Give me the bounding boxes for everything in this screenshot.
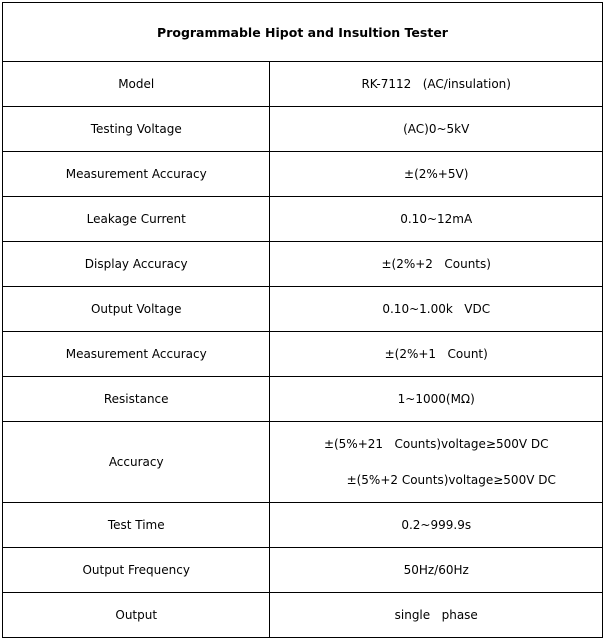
table-row-leakage-current [3, 197, 603, 242]
row-label: Accuracy [3, 422, 270, 503]
row-label: Measurement Accuracy [3, 332, 270, 377]
row-label: Output Voltage [3, 287, 270, 332]
table-row-model [3, 62, 603, 107]
table-row-accuracy [3, 422, 603, 503]
row-value: 0.2~999.9s [270, 503, 603, 548]
row-value [270, 422, 603, 503]
table-title: Programmable Hipot and Insultion Tester [3, 3, 603, 62]
table-row-testing-voltage [3, 107, 603, 152]
row-label: Measurement Accuracy [3, 152, 270, 197]
table-row-resistance [3, 377, 603, 422]
row-label: Leakage Current [3, 197, 270, 242]
table-row-measurement-accuracy [3, 152, 603, 197]
row-label: Display Accuracy [3, 242, 270, 287]
row-value: 1~1000(MΩ) [270, 377, 603, 422]
row-label: Model [3, 62, 270, 107]
row-value: ±(2%+2 Counts) [270, 242, 603, 287]
row-value: (AC)0~5kV [270, 107, 603, 152]
table-row-measurement-accuracy-2 [3, 332, 603, 377]
spec-table [2, 2, 603, 638]
table-row-display-accuracy [3, 242, 603, 287]
row-value: RK-7112 (AC/insulation) [270, 62, 603, 107]
row-label: Test Time [3, 503, 270, 548]
table-row-output-frequency [3, 548, 603, 593]
table-row-output [3, 593, 603, 638]
table-row-output-voltage [3, 287, 603, 332]
row-label: Resistance [3, 377, 270, 422]
row-value: 0.10~12mA [270, 197, 603, 242]
accuracy-line-2: ±(5%+2 Counts)voltage≥500V DC [346, 473, 556, 487]
row-value: 0.10~1.00k VDC [270, 287, 603, 332]
table-title-row [3, 3, 603, 62]
table-row-test-time [3, 503, 603, 548]
accuracy-line-1: ±(5%+21 Counts)voltage≥500V DC [323, 437, 549, 451]
row-value: single phase [270, 593, 603, 638]
row-value: 50Hz/60Hz [270, 548, 603, 593]
row-label: Output Frequency [3, 548, 270, 593]
row-label: Output [3, 593, 270, 638]
row-label: Testing Voltage [3, 107, 270, 152]
row-value: ±(2%+1 Count) [270, 332, 603, 377]
row-value: ±(2%+5V) [270, 152, 603, 197]
